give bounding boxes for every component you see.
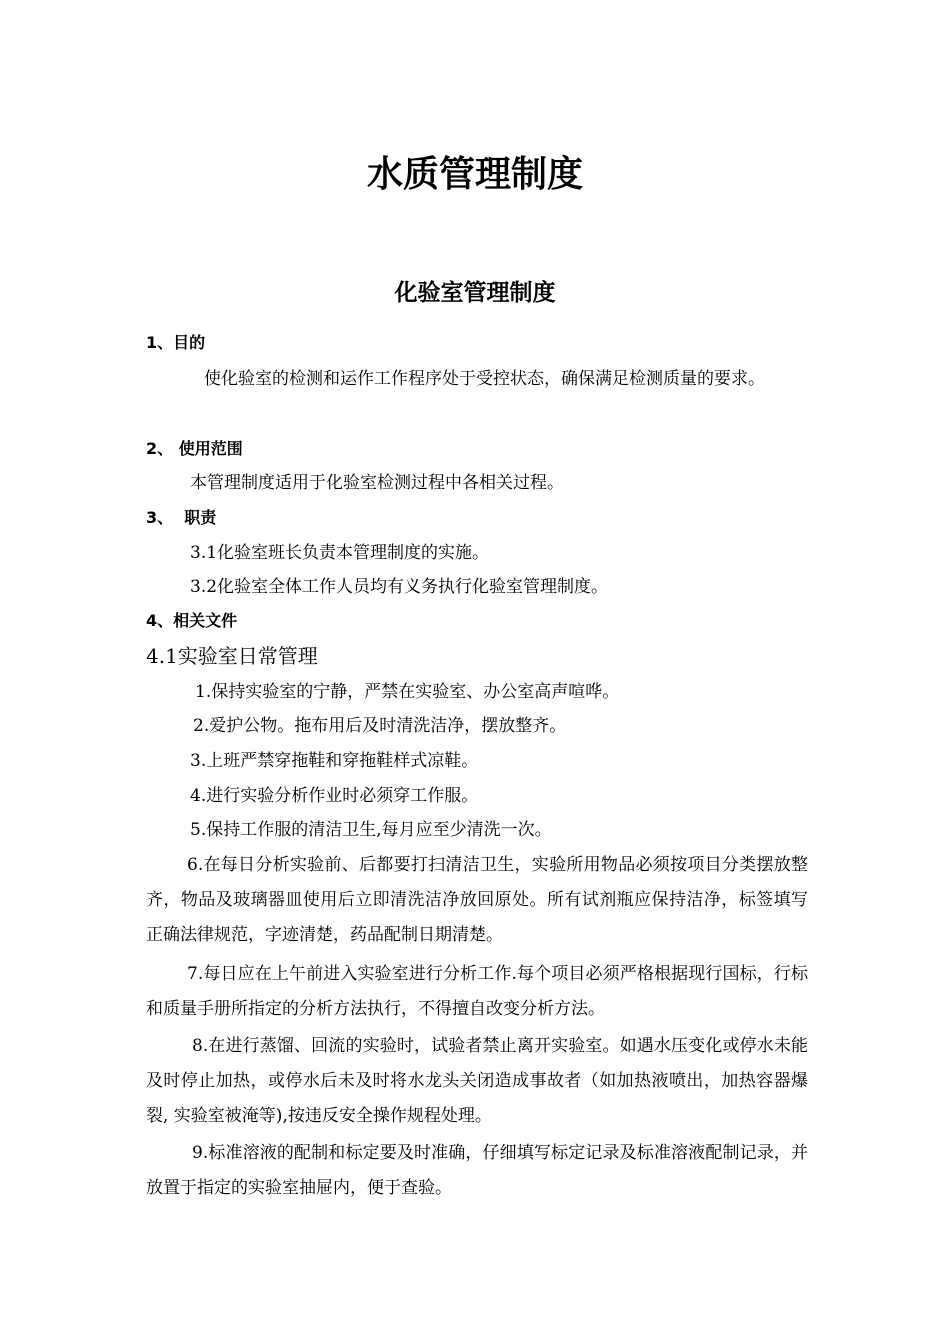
section-heading-purpose: 1、目的 xyxy=(146,333,206,352)
scope-paragraph: 本管理制度适用于化验室检测过程中各相关过程。 xyxy=(190,473,564,493)
rule-item: 2.爱护公物。拖布用后及时清洗洁净，摆放整齐。 xyxy=(193,716,567,736)
duty-item: 3.1化验室班长负责本管理制度的实施。 xyxy=(190,543,490,563)
document-subtitle: 化验室管理制度 xyxy=(394,280,556,306)
section-heading-documents: 4、相关文件 xyxy=(146,611,238,630)
section-heading-duties: 3、 职责 xyxy=(146,508,217,527)
rule-item: 7.每日应在上午前进入实验室进行分析工作.每个项目必须严格根据现行国标，行标和质量手册所指定的分析方法执行，不得擅自改变分析方法。 xyxy=(146,964,808,1019)
rule-item: 4.进行实验分析作业时必须穿工作服。 xyxy=(190,786,479,806)
subsection-heading-daily-management: 4.1实验室日常管理 xyxy=(146,644,318,668)
duty-item: 3.2化验室全体工作人员均有义务执行化验室管理制度。 xyxy=(190,577,609,597)
rule-item: 9.标准溶液的配制和标定要及时准确，仔细填写标定记录及标准溶液配制记录，并放置于指定的实验室抽屉内，便于查验。 xyxy=(146,1143,808,1198)
rule-item: 8.在进行蒸馏、回流的实验时，试验者禁止离开实验室。如遇水压变化或停水未能及时停止加热，或停水后未及时将水龙头关闭造成事故者（如加热液喷出，加热容器爆裂, 实验室被淹等),按违反安全操作规程处理。 xyxy=(146,1036,808,1126)
section-heading-scope: 2、 使用范围 xyxy=(146,439,243,458)
rule-item: 6.在每日分析实验前、后都要打扫清洁卫生，实验所用物品必须按项目分类摆放整齐，物品及玻璃器皿使用后立即清洗洁净放回原处。所有试剂瓶应保持洁净，标签填写正确法律规范，字迹清楚，药品配制日期清楚。 xyxy=(146,855,808,945)
document-title: 水质管理制度 xyxy=(366,154,583,195)
rule-item: 5.保持工作服的清洁卫生,每月应至少清洗一次。 xyxy=(190,820,552,840)
rule-item: 1.保持实验室的宁静，严禁在实验室、办公室高声喧哗。 xyxy=(195,682,620,702)
purpose-paragraph: 使化验室的检测和运作工作程序处于受控状态，确保满足检测质量的要求。 xyxy=(204,369,765,389)
rule-item: 3.上班严禁穿拖鞋和穿拖鞋样式凉鞋。 xyxy=(190,751,479,771)
